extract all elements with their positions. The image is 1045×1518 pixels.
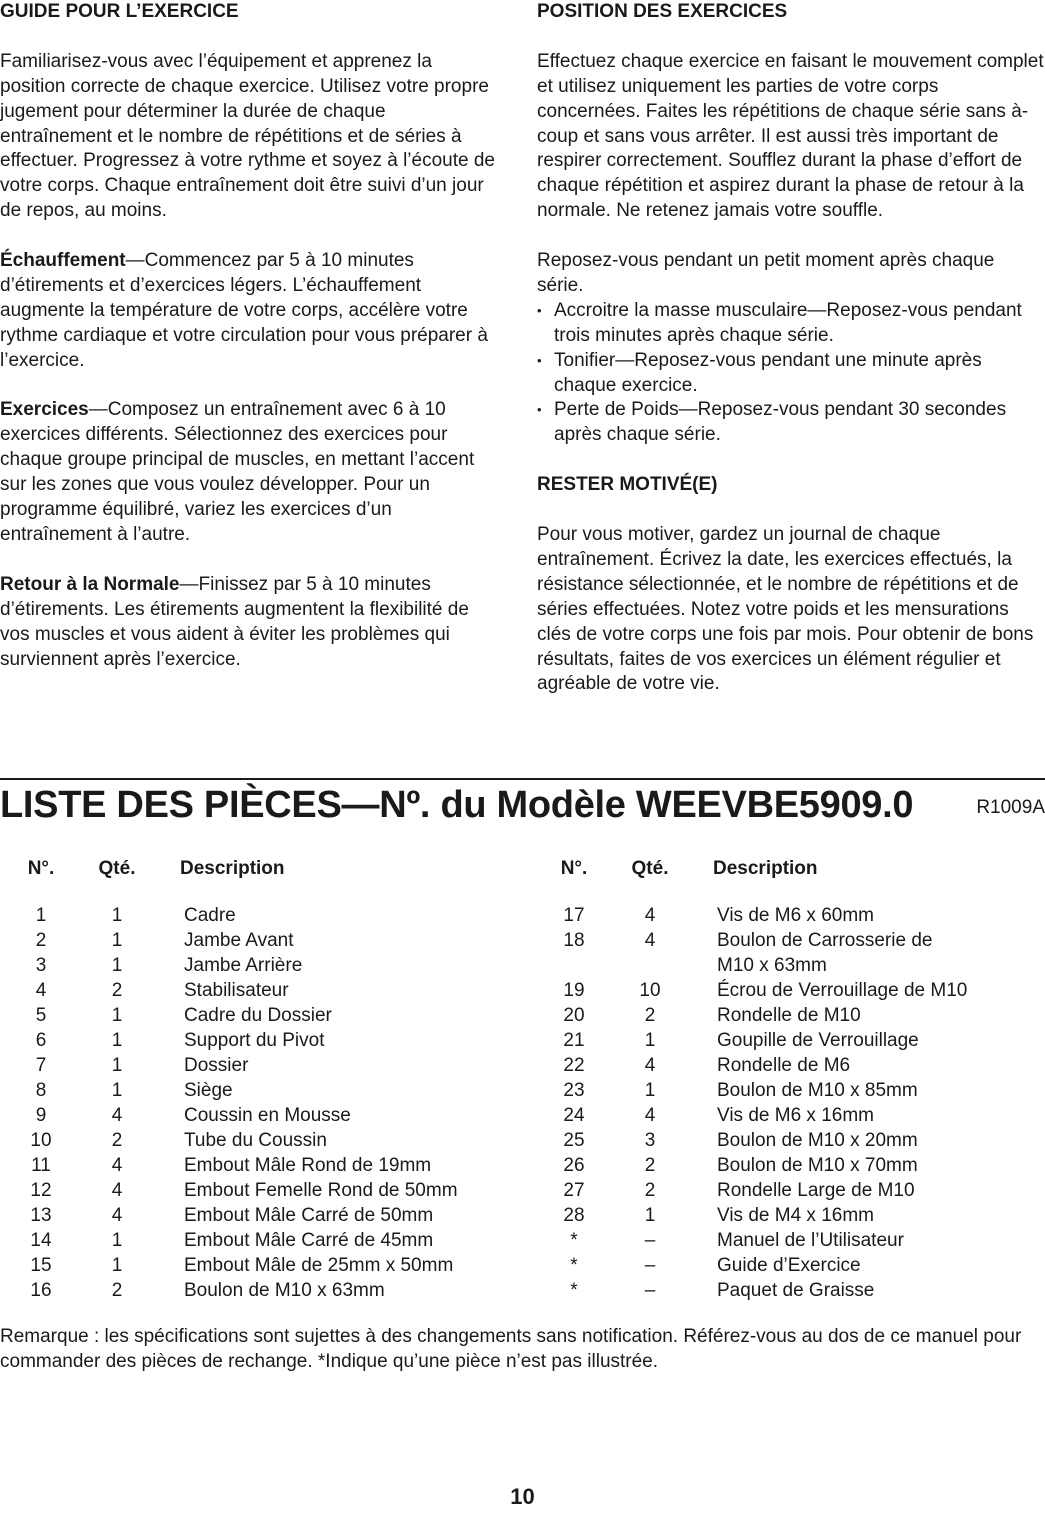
part-number: 23 — [563, 1080, 585, 1101]
table-row — [20, 1053, 520, 1078]
table-row — [553, 1278, 1045, 1303]
rest-list — [537, 299, 1045, 448]
part-quantity: 1 — [644, 1030, 656, 1051]
part-number: 6 — [35, 1030, 47, 1051]
part-number: 2 — [35, 930, 47, 951]
part-description: Boulon de Carrosserie de — [717, 930, 933, 951]
table-row — [20, 1153, 520, 1178]
motivation-title: RESTER MOTIVÉ(E) — [537, 474, 718, 496]
part-quantity: 2 — [111, 1280, 123, 1301]
part-number: 12 — [30, 1180, 52, 1201]
cooldown-paragraph — [0, 573, 500, 673]
part-description: Siège — [184, 1080, 233, 1101]
table-row — [20, 1178, 520, 1203]
part-number: 8 — [35, 1080, 47, 1101]
guide-title: GUIDE POUR L’EXERCICE — [0, 1, 239, 22]
parts-table-left — [20, 856, 520, 1303]
position-title: POSITION DES EXERCICES — [537, 1, 788, 22]
part-description: Boulon de M10 x 63mm — [184, 1280, 385, 1301]
part-description: Support du Pivot — [184, 1030, 325, 1051]
part-description: Embout Mâle Carré de 45mm — [184, 1230, 434, 1251]
parts-table-right — [553, 856, 1045, 1303]
part-description: Boulon de M10 x 70mm — [717, 1155, 918, 1176]
part-description: Boulon de M10 x 20mm — [717, 1130, 918, 1151]
table-row — [553, 1203, 1045, 1228]
cooldown-text: —Finissez par 5 à 10 minutes d’étirements. Les étirements augmentent la flexibilité de vos muscles et vous aident à éviter les problèmes qui surviennent après l’exercice. — [0, 573, 469, 670]
list-item: • Perte de Poids—Reposez-vous pendant 30 secondes après chaque série. — [537, 398, 1045, 448]
part-description: Stabilisateur — [184, 980, 289, 1001]
part-description: Jambe Arrière — [184, 955, 303, 976]
part-number: 1 — [35, 905, 47, 926]
part-number: 24 — [563, 1105, 585, 1126]
table-row — [20, 1203, 520, 1228]
part-number: 3 — [35, 955, 47, 976]
part-quantity: 3 — [644, 1130, 656, 1151]
part-description: Embout Mâle Rond de 19mm — [184, 1155, 432, 1176]
guide-paragraph: Familiarisez-vous avec l’équipement et apprenez la position correcte de chaque exercice. Utilisez votre propre jugement pour déterminer la durée de chaque entraînement et le nombre de répétitions et de séries à effectuer. Progressez à votre rythme et soyez à l’écoute de votre corps. Chaque entraînement doit être suivi d’un jour de repos, au moins. — [0, 50, 495, 222]
part-quantity: – — [644, 1280, 656, 1301]
part-quantity: 4 — [644, 1055, 656, 1076]
part-number: * — [570, 1255, 578, 1276]
part-quantity: 1 — [644, 1205, 656, 1226]
part-description: Coussin en Mousse — [184, 1105, 351, 1126]
part-quantity: 4 — [111, 1155, 123, 1176]
part-number: * — [570, 1280, 578, 1301]
part-quantity: 1 — [111, 955, 123, 976]
table-row — [20, 1028, 520, 1053]
document-code: R1009A — [976, 797, 1045, 818]
part-quantity: 1 — [111, 905, 123, 926]
part-quantity: 1 — [111, 1080, 123, 1101]
part-description: Embout Mâle de 25mm x 50mm — [184, 1255, 454, 1276]
part-number: * — [570, 1230, 578, 1251]
right-column — [537, 0, 1045, 722]
section-divider — [0, 778, 1045, 780]
table-row — [20, 1278, 520, 1303]
part-number: 15 — [30, 1255, 52, 1276]
table-row — [553, 1228, 1045, 1253]
table-row — [553, 1078, 1045, 1103]
part-quantity: 1 — [111, 1030, 123, 1051]
part-description: Cadre du Dossier — [184, 1005, 332, 1026]
part-number: 21 — [563, 1030, 585, 1051]
table-row — [553, 978, 1045, 1003]
part-number: 10 — [30, 1130, 52, 1151]
part-number: 17 — [563, 905, 585, 926]
part-description: Dossier — [184, 1055, 249, 1076]
list-item: • Tonifier—Reposez-vous pendant une minute après chaque exercice. — [537, 349, 1045, 399]
rest-paragraph: Reposez-vous pendant un petit moment après chaque série. — [537, 250, 995, 296]
part-quantity: 1 — [111, 1005, 123, 1026]
part-quantity: 2 — [644, 1005, 656, 1026]
part-quantity: 2 — [111, 980, 123, 1001]
warmup-text: —Commencez par 5 à 10 minutes d’étirements et d’exercices légers. L’échauffement augmente la température de votre corps, accélère votre rythme cardiaque et votre circulation pour vous préparer à l’exercice. — [0, 250, 488, 371]
exercises-text: —Composez un entraînement avec 6 à 10 exercices différents. Sélectionnez des exercices pour chaque groupe principal de muscles, en mettant l’accent sur les zones que vous voulez développer. Pour un programme équilibré, variez les exercices d’un entraînement à l’autre. — [0, 399, 475, 545]
warmup-paragraph — [0, 249, 500, 374]
header-quantity: Qté. — [98, 858, 136, 879]
part-quantity: 4 — [644, 905, 656, 926]
left-column — [0, 0, 500, 697]
table-row — [553, 903, 1045, 928]
part-quantity: 1 — [111, 1230, 123, 1251]
table-row — [553, 1253, 1045, 1278]
part-quantity: 4 — [644, 930, 656, 951]
part-description: Cadre — [184, 905, 236, 926]
part-number: 18 — [563, 930, 585, 951]
exercises-paragraph — [0, 398, 500, 547]
part-number: 9 — [35, 1105, 47, 1126]
part-quantity: 2 — [644, 1155, 656, 1176]
table-row — [553, 928, 1045, 978]
table-row — [20, 978, 520, 1003]
table-row — [20, 928, 520, 953]
part-number: 11 — [31, 1155, 51, 1176]
part-description: Rondelle Large de M10 — [717, 1180, 915, 1201]
list-item: • Accroitre la masse musculaire—Reposez-vous pendant trois minutes après chaque série. — [537, 299, 1045, 349]
exercises-label: Exercices — [0, 399, 89, 421]
table-row — [20, 1003, 520, 1028]
part-description: Embout Femelle Rond de 50mm — [184, 1180, 458, 1201]
part-quantity: 4 — [644, 1105, 656, 1126]
part-quantity: 4 — [111, 1180, 123, 1201]
table-row — [553, 1053, 1045, 1078]
table-row — [20, 1103, 520, 1128]
table-row — [20, 903, 520, 928]
part-description: Boulon de M10 x 85mm — [717, 1080, 918, 1101]
part-quantity: 1 — [111, 1255, 123, 1276]
header-number: N°. — [560, 858, 588, 879]
cooldown-label: Retour à la Normale — [0, 573, 180, 595]
part-quantity: 1 — [111, 1055, 123, 1076]
table-row — [553, 1128, 1045, 1153]
part-description: Rondelle de M10 — [717, 1005, 861, 1026]
part-description: Écrou de Verrouillage de M10 — [717, 980, 968, 1001]
part-quantity: 1 — [644, 1080, 656, 1101]
part-description: Jambe Avant — [184, 930, 294, 951]
part-number: 5 — [35, 1005, 47, 1026]
part-number: 22 — [563, 1055, 585, 1076]
part-quantity: – — [644, 1255, 656, 1276]
part-number: 4 — [35, 980, 47, 1001]
header-number: N°. — [27, 858, 55, 879]
part-quantity: 10 — [639, 980, 661, 1001]
part-number: 27 — [563, 1180, 585, 1201]
part-quantity: 4 — [111, 1105, 123, 1126]
header-description: Description — [180, 858, 285, 879]
table-header — [553, 856, 1045, 881]
part-number: 20 — [563, 1005, 585, 1026]
part-description: Vis de M6 x 16mm — [717, 1105, 874, 1126]
header-description: Description — [713, 858, 818, 879]
part-number: 26 — [563, 1155, 585, 1176]
part-quantity: 2 — [644, 1180, 656, 1201]
part-number: 28 — [563, 1205, 585, 1226]
part-quantity: 2 — [111, 1130, 123, 1151]
part-description: Guide d’Exercice — [717, 1255, 861, 1276]
part-number: 16 — [30, 1280, 52, 1301]
table-header — [20, 856, 520, 881]
table-row — [553, 1028, 1045, 1053]
part-description: Vis de M6 x 60mm — [717, 905, 874, 926]
table-row — [20, 1078, 520, 1103]
table-row — [553, 1153, 1045, 1178]
part-description: Paquet de Graisse — [717, 1280, 875, 1301]
part-description: Goupille de Verrouillage — [717, 1030, 919, 1051]
part-quantity: 4 — [111, 1205, 123, 1226]
part-description: Manuel de l’Utilisateur — [717, 1230, 904, 1251]
position-paragraph: Effectuez chaque exercice en faisant le mouvement complet et utilisez uniquement les parties de votre corps concernées. Faites les répétitions de chaque série sans à-coup et sans vous arrêter. Il est aussi très important de respirer correctement. Soufflez durant la phase d’effort de chaque répétition et aspirez durant la phase de retour à la normale. Ne retenez jamais votre souffle. — [537, 50, 1044, 222]
part-number: 7 — [35, 1055, 47, 1076]
table-row — [20, 1228, 520, 1253]
part-quantity: 1 — [111, 930, 123, 951]
parts-list-title: LISTE DES PIÈCES—Nº. du Modèle WEEVBE5909.0 — [0, 784, 914, 826]
parts-remark: Remarque : les spécifications sont sujettes à des changements sans notification. Référez-vous au dos de ce manuel pour commander des pièces de rechange. *Indique qu’une pièce n’est pas illustrée. — [0, 1326, 1022, 1372]
table-row — [20, 953, 520, 978]
part-description: Rondelle de M6 — [717, 1055, 851, 1076]
page-number: 10 — [510, 1484, 535, 1509]
motivation-paragraph: Pour vous motiver, gardez un journal de chaque entraînement. Écrivez la date, les exercices effectués, la résistance sélectionnée, et le nombre de répétitions et de séries effectuées. Notez votre poids et les mensurations clés de votre corps une fois par mois. Pour obtenir de bons résultats, faites de vos exercices un élément régulier et agréable de votre vie. — [537, 523, 1034, 695]
table-row — [20, 1253, 520, 1278]
part-description: Embout Mâle Carré de 50mm — [184, 1205, 434, 1226]
warmup-label: Échauffement — [0, 250, 126, 272]
table-row — [20, 1128, 520, 1153]
part-number: 19 — [563, 980, 585, 1001]
part-description: Tube du Coussin — [184, 1130, 327, 1151]
part-description: Vis de M4 x 16mm — [717, 1205, 874, 1226]
part-description-continued: M10 x 63mm — [717, 955, 827, 976]
part-number: 14 — [30, 1230, 52, 1251]
part-number: 13 — [30, 1205, 52, 1226]
part-quantity: – — [644, 1230, 656, 1251]
table-row — [553, 1178, 1045, 1203]
table-row — [553, 1103, 1045, 1128]
table-row — [553, 1003, 1045, 1028]
header-quantity: Qté. — [631, 858, 669, 879]
part-number: 25 — [563, 1130, 585, 1151]
